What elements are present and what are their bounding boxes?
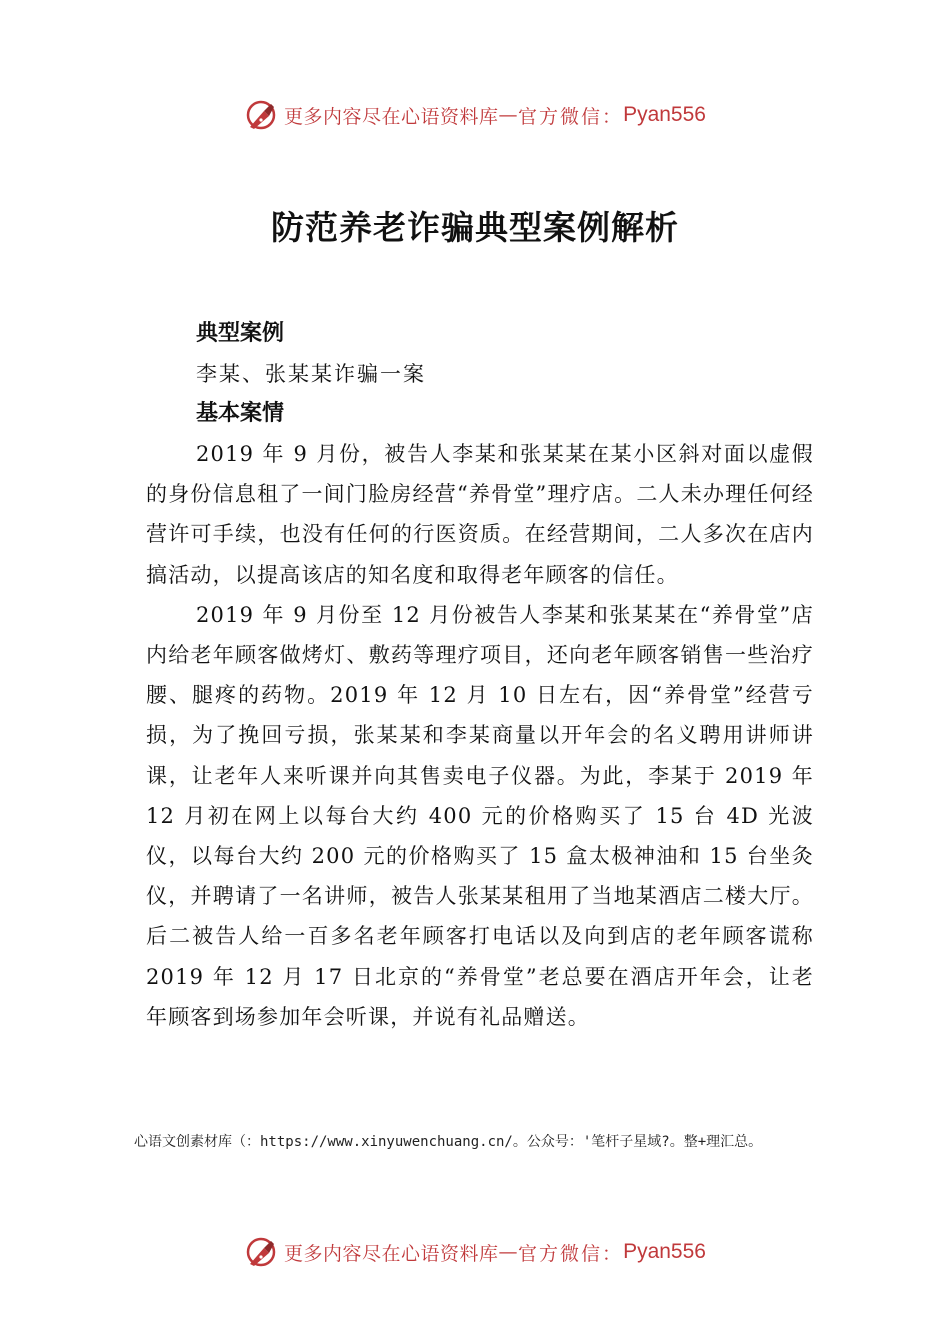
case-name: 李某、张某某诈骗一案 xyxy=(196,362,426,386)
banner-library-text: 更多内容尽在心语资料库 xyxy=(284,105,499,128)
banner-wechat-label: 官方微信： xyxy=(518,1242,624,1265)
footer-banner xyxy=(0,1232,950,1272)
section-heading-typical-case: 典型案例 xyxy=(196,321,285,346)
pen-nib-seal-icon xyxy=(244,98,278,132)
document-body xyxy=(146,314,814,1037)
banner-wechat-label: 官方微信： xyxy=(518,105,624,128)
banner-wechat-id: Pyan556 xyxy=(623,103,706,126)
source-footnote: 心语文创素材库（：https://www.xinyuwenchuang.cn/。公众号：'笔杆子星域?。整+理汇总。 xyxy=(134,1134,763,1150)
document-title: 防范养老诈骗典型案例解析 xyxy=(271,208,679,247)
banner-library-text: 更多内容尽在心语资料库 xyxy=(284,1242,499,1265)
banner-wechat-id: Pyan556 xyxy=(623,1240,706,1263)
section-heading-basic-facts: 基本案情 xyxy=(196,401,285,426)
body-paragraph-2: 2019 年 9 月份至 12 月份被告人李某和张某某在“养骨堂”店内给老年顾客做烤灯、敷药等理疗项目，还向老年顾客销售一些治疗腰、腿疼的药物。2019 年 12 月 10 日左右，因“养骨堂”经营亏损，为了挽回亏损，张某某和李某商量以开年会的名义聘用讲师讲课，让老年人来听课并向其售卖电子仪器。为此，李某于 2019 年 12 月初在网上以每台大约 400 元的价格购买了 15 台 4D 光波仪，以每台大约 200 元的价格购买了 15 盒太极神油和 15 台坐灸仪，并聘请了一名讲师，被告人张某某租用了当地某酒店二楼大厅。后二被告人给一百多名老年顾客打电话以及向到店的老年顾客谎称 2019 年 12 月 17 日北京的“养骨堂”老总要在酒店开年会，让老年顾客到场参加年会听课，并说有礼品赠送。 xyxy=(146,602,814,1029)
pen-nib-seal-icon xyxy=(244,1235,278,1269)
banner-dash: — xyxy=(498,104,519,126)
header-banner xyxy=(0,95,950,135)
body-paragraph-1: 2019 年 9 月份，被告人李某和张某某在某小区斜对面以虚假的身份信息租了一间门脸房经营“养骨堂”理疗店。二人未办理任何经营许可手续，也没有任何的行医资质。在经营期间，二人多次在店内搞活动，以提高该店的知名度和取得老年顾客的信任。 xyxy=(146,442,814,587)
banner-dash: — xyxy=(498,1241,519,1263)
